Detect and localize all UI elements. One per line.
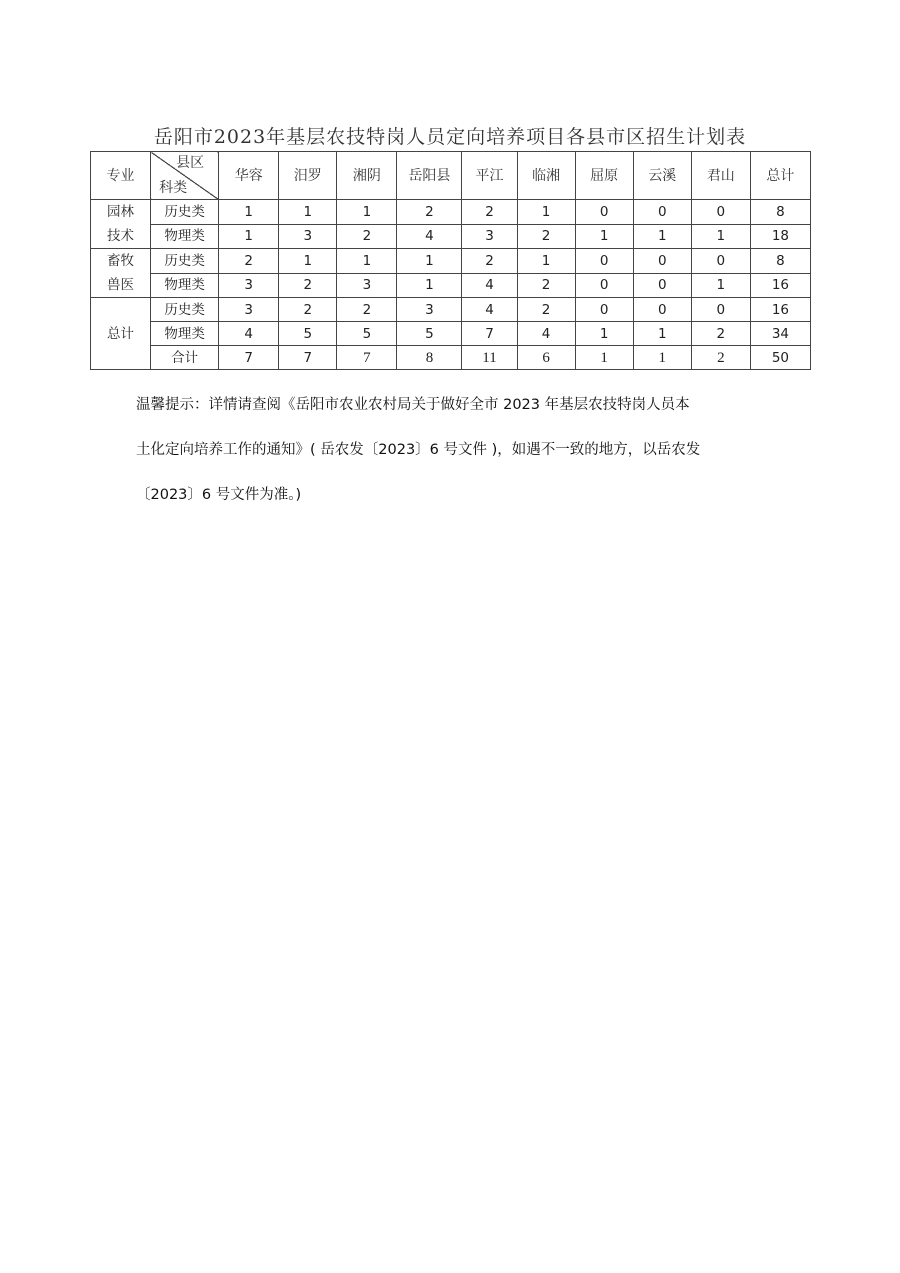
value-cell: 3 <box>337 273 397 298</box>
value-cell: 2 <box>337 224 397 249</box>
major-label: 兽医 <box>107 277 135 293</box>
value-cell: 4 <box>517 322 575 346</box>
enrollment-plan-table <box>90 151 811 370</box>
value-cell: 7 <box>462 322 517 346</box>
value-cell: 0 <box>575 249 633 274</box>
subject-cell: 历史类 <box>151 200 219 225</box>
header-col: 云溪 <box>633 152 691 200</box>
table-header-row <box>91 152 811 200</box>
header-major: 专业 <box>91 152 151 200</box>
header-col: 华容 <box>219 152 279 200</box>
value-cell: 7 <box>279 346 337 370</box>
value-cell: 2 <box>691 322 750 346</box>
subject-cell: 物理类 <box>151 273 219 298</box>
value-cell: 2 <box>219 249 279 274</box>
table-row <box>91 346 811 370</box>
value-cell: 4 <box>462 298 517 322</box>
value-cell: 3 <box>279 224 337 249</box>
header-diagonal-cell <box>151 152 219 200</box>
table-row <box>91 298 811 322</box>
value-cell: 1 <box>517 200 575 225</box>
value-cell: 2 <box>279 298 337 322</box>
subject-cell: 历史类 <box>151 298 219 322</box>
value-cell: 5 <box>397 322 462 346</box>
table-row <box>91 322 811 346</box>
value-cell: 2 <box>337 298 397 322</box>
total-cell: 16 <box>750 273 810 298</box>
subject-cell: 物理类 <box>151 322 219 346</box>
value-cell: 4 <box>219 322 279 346</box>
major-label: 畜牧 <box>107 253 135 269</box>
value-cell: 2 <box>691 346 750 370</box>
major-label: 总计 <box>107 325 135 342</box>
value-cell: 1 <box>575 346 633 370</box>
total-cell: 16 <box>750 298 810 322</box>
value-cell: 0 <box>575 273 633 298</box>
value-cell: 1 <box>691 224 750 249</box>
header-col: 总计 <box>750 152 810 200</box>
value-cell: 2 <box>462 200 517 225</box>
value-cell: 1 <box>397 273 462 298</box>
value-cell: 7 <box>219 346 279 370</box>
value-cell: 5 <box>337 322 397 346</box>
value-cell: 1 <box>219 200 279 225</box>
notice-line: 〔2023〕6 号文件为准。) <box>136 487 302 503</box>
value-cell: 4 <box>462 273 517 298</box>
total-cell: 50 <box>750 346 810 370</box>
page-title: 岳阳市2023年基层农技特岗人员定向培养项目各县市区招生计划表 <box>153 126 747 148</box>
table-row <box>91 249 811 274</box>
total-cell: 34 <box>750 322 810 346</box>
value-cell: 0 <box>575 298 633 322</box>
value-cell: 11 <box>462 346 517 370</box>
table-row <box>91 224 811 249</box>
value-cell: 2 <box>279 273 337 298</box>
value-cell: 1 <box>575 224 633 249</box>
total-cell: 18 <box>750 224 810 249</box>
value-cell: 1 <box>633 224 691 249</box>
value-cell: 2 <box>517 224 575 249</box>
table-row <box>91 273 811 298</box>
value-cell: 6 <box>517 346 575 370</box>
value-cell: 0 <box>633 273 691 298</box>
value-cell: 0 <box>633 298 691 322</box>
value-cell: 0 <box>691 249 750 274</box>
notice-paragraph <box>136 383 786 518</box>
header-col: 临湘 <box>517 152 575 200</box>
value-cell: 3 <box>219 273 279 298</box>
value-cell: 1 <box>633 346 691 370</box>
value-cell: 0 <box>691 200 750 225</box>
value-cell: 1 <box>575 322 633 346</box>
total-cell: 8 <box>750 200 810 225</box>
header-col: 屈原 <box>575 152 633 200</box>
value-cell: 1 <box>337 200 397 225</box>
value-cell: 1 <box>279 200 337 225</box>
value-cell: 1 <box>219 224 279 249</box>
subject-cell: 物理类 <box>151 224 219 249</box>
header-county-label: 县区 <box>176 155 205 171</box>
value-cell: 3 <box>462 224 517 249</box>
value-cell: 4 <box>397 224 462 249</box>
value-cell: 2 <box>462 249 517 274</box>
header-subject-label: 科类 <box>159 180 188 196</box>
value-cell: 1 <box>691 273 750 298</box>
value-cell: 5 <box>279 322 337 346</box>
value-cell: 1 <box>517 249 575 274</box>
total-cell: 8 <box>750 249 810 274</box>
value-cell: 3 <box>219 298 279 322</box>
notice-line: 温馨提示：详情请查阅《岳阳市农业农村局关于做好全市 2023 年基层农技特岗人员本 <box>136 397 690 413</box>
header-col: 平江 <box>462 152 517 200</box>
value-cell: 0 <box>633 249 691 274</box>
value-cell: 2 <box>517 273 575 298</box>
notice-line: 土化定向培养工作的通知》( 岳农发〔2023〕6 号文件 )，如遇不一致的地方，以岳农发 <box>136 442 701 458</box>
table-row <box>91 200 811 225</box>
value-cell: 0 <box>691 298 750 322</box>
value-cell: 0 <box>633 200 691 225</box>
subject-cell: 合计 <box>151 346 219 370</box>
header-col: 汨罗 <box>279 152 337 200</box>
header-col: 君山 <box>691 152 750 200</box>
value-cell: 8 <box>397 346 462 370</box>
major-cell <box>91 200 151 249</box>
value-cell: 0 <box>575 200 633 225</box>
major-label: 园林 <box>107 204 135 220</box>
value-cell: 1 <box>633 322 691 346</box>
value-cell: 2 <box>397 200 462 225</box>
value-cell: 1 <box>397 249 462 274</box>
major-cell <box>91 249 151 298</box>
major-cell <box>91 298 151 370</box>
value-cell: 1 <box>337 249 397 274</box>
value-cell: 1 <box>279 249 337 274</box>
subject-cell: 历史类 <box>151 249 219 274</box>
value-cell: 3 <box>397 298 462 322</box>
value-cell: 2 <box>517 298 575 322</box>
header-col: 岳阳县 <box>397 152 462 200</box>
header-col: 湘阴 <box>337 152 397 200</box>
value-cell: 7 <box>337 346 397 370</box>
major-label: 技术 <box>107 228 135 244</box>
